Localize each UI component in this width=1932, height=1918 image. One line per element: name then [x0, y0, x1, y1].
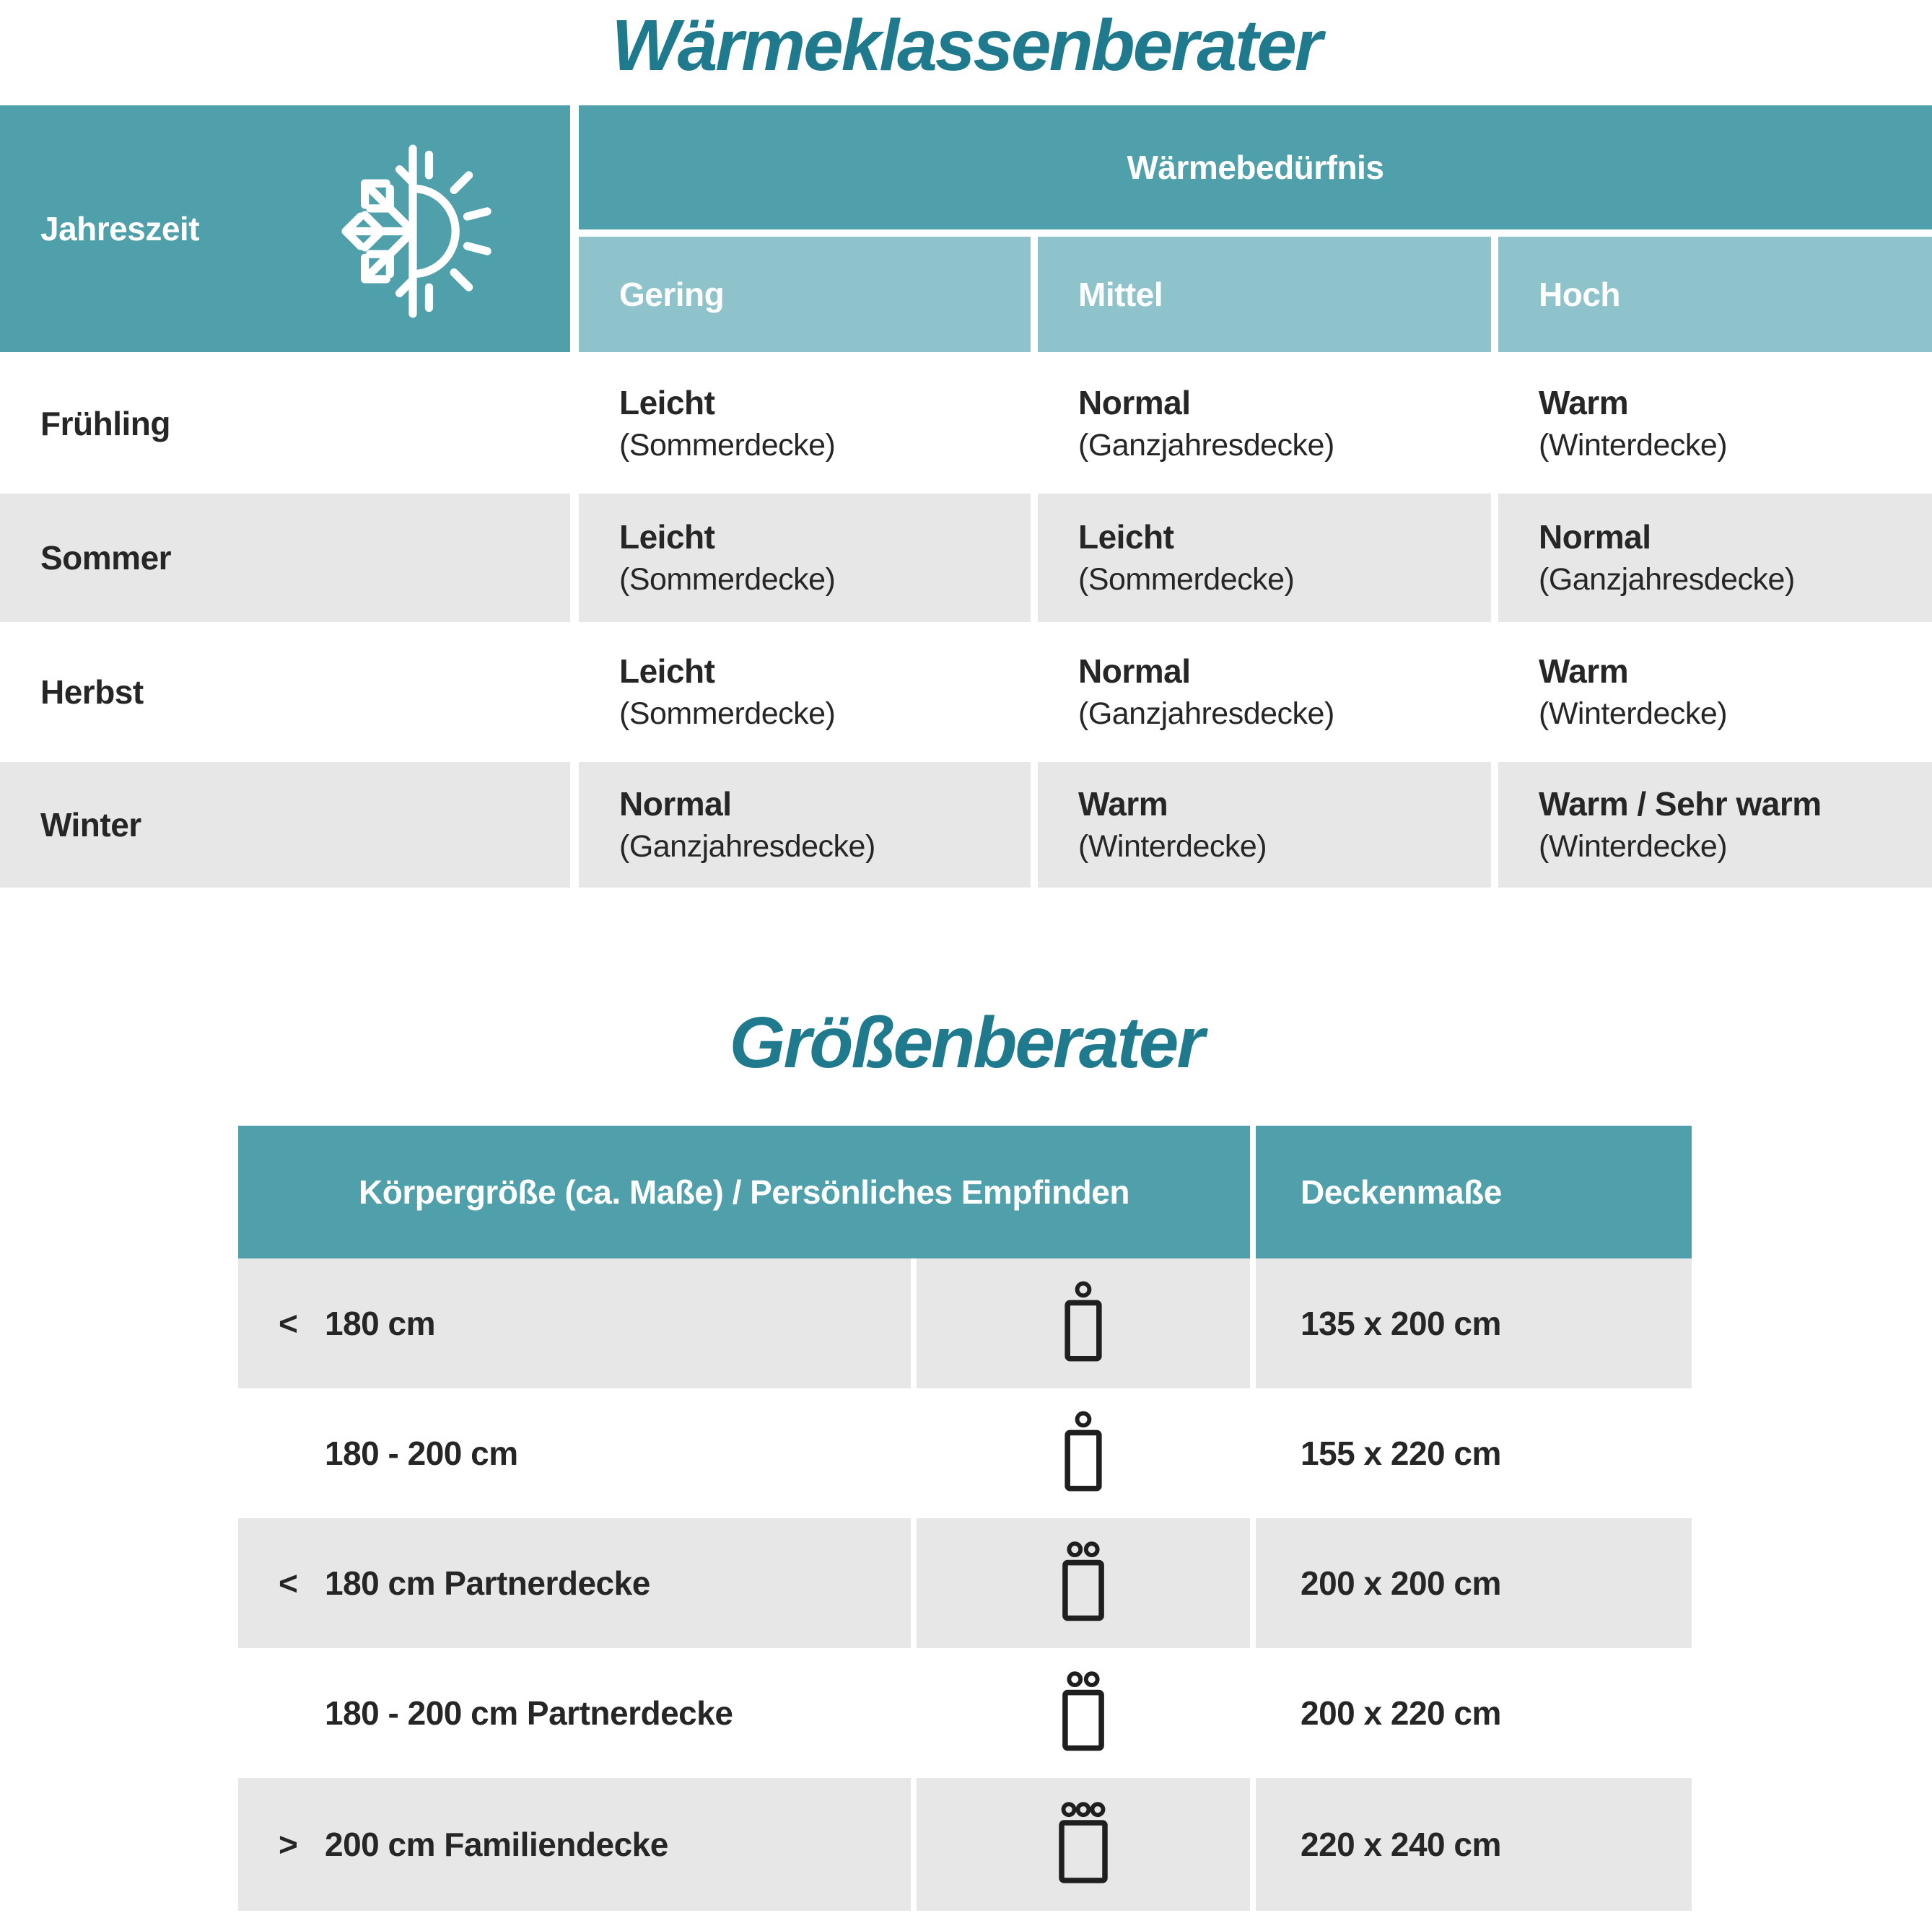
warmth-cell: [579, 494, 1031, 622]
body-height-header-cell: [238, 1126, 1250, 1258]
person-icon-cell: [917, 1648, 1250, 1778]
warmth-class: Warm: [1078, 785, 1168, 823]
blanket-size-cell: [1256, 1778, 1692, 1911]
blanket-type: (Sommerdecke): [1078, 561, 1295, 597]
warmth-class: Normal: [1078, 652, 1191, 691]
season-cell: [0, 628, 570, 756]
warmth-cell: [1498, 762, 1932, 888]
season-label: Sommer: [40, 539, 172, 577]
size-table-title: Größenberater: [729, 1002, 1203, 1083]
warmth-cell: [1038, 359, 1491, 488]
three-person-icon: [1047, 1797, 1119, 1892]
warmth-class: Normal: [619, 785, 732, 823]
two-person-icon: [1050, 1667, 1116, 1759]
blanket-size-cell: [1256, 1648, 1692, 1778]
warmth-cell: [1498, 359, 1932, 488]
season-cell: [0, 359, 570, 488]
blanket-size: 220 x 240 cm: [1301, 1825, 1501, 1863]
warmth-cell: [579, 628, 1031, 756]
level-header-mittel: [1038, 237, 1491, 352]
person-icon-cell: [917, 1518, 1250, 1648]
warmth-cell: [1038, 628, 1491, 756]
warmth-class: Leicht: [619, 384, 715, 422]
blanket-size-cell: [1256, 1388, 1692, 1518]
blanket-type: (Sommerdecke): [619, 427, 836, 463]
blanket-type: (Ganzjahresdecke): [619, 828, 875, 864]
level-header-hoch: [1498, 237, 1932, 352]
season-label: Frühling: [40, 405, 170, 442]
comparison-sign: <: [279, 1564, 298, 1602]
blanket-size: 200 x 220 cm: [1301, 1694, 1501, 1732]
season-cell: [0, 762, 570, 888]
need-header-label: Wärmebedürfnis: [1127, 149, 1384, 186]
season-cell: [0, 494, 570, 622]
warmth-class: Warm: [1539, 652, 1629, 691]
blanket-type: (Sommerdecke): [619, 696, 836, 731]
blanket-type: (Winterdecke): [1539, 828, 1728, 864]
need-header-cell: [579, 105, 1932, 229]
blanket-size: 155 x 220 cm: [1301, 1434, 1501, 1472]
warmth-class: Leicht: [619, 652, 715, 691]
height-label-cell: [238, 1778, 911, 1911]
blanket-type: (Winterdecke): [1078, 828, 1267, 864]
person-icon-cell: [917, 1258, 1250, 1388]
warmth-class: Warm: [1539, 384, 1629, 422]
warmth-cell: [579, 359, 1031, 488]
level-header-gering: [579, 237, 1031, 352]
two-person-icon: [1050, 1537, 1116, 1629]
warmth-class: Warm / Sehr warm: [1539, 785, 1822, 823]
blanket-size-header-cell: [1256, 1126, 1692, 1258]
warmth-class: Leicht: [619, 518, 715, 556]
season-header-label: Jahreszeit: [40, 210, 200, 248]
blanket-type: (Sommerdecke): [619, 561, 836, 597]
blanket-type: (Winterdecke): [1539, 696, 1728, 731]
blanket-type: (Ganzjahresdecke): [1539, 561, 1795, 597]
height-label: 180 cm Partnerdecke: [325, 1564, 650, 1602]
level-header-label: Mittel: [1078, 276, 1163, 313]
height-label-cell: [238, 1258, 911, 1388]
height-label-cell: [238, 1388, 911, 1518]
blanket-type: (Ganzjahresdecke): [1078, 696, 1334, 731]
height-label: 180 - 200 cm Partnerdecke: [325, 1694, 733, 1732]
warmth-table-title: Wärmeklassenberater: [611, 5, 1321, 86]
blanket-size-header-label: Deckenmaße: [1301, 1173, 1502, 1211]
blanket-size-cell: [1256, 1258, 1692, 1388]
one-person-icon: [1053, 1407, 1114, 1499]
warmth-cell: [1038, 494, 1491, 622]
height-label: 180 - 200 cm: [325, 1435, 518, 1472]
warmth-class: Normal: [1078, 384, 1191, 422]
warmth-class: Leicht: [1078, 518, 1174, 556]
warmth-cell: [1498, 494, 1932, 622]
blanket-size-cell: [1256, 1518, 1692, 1648]
height-label: 180 cm: [325, 1305, 436, 1342]
warmth-cell: [1038, 762, 1491, 888]
level-header-label: Gering: [619, 276, 725, 313]
warmth-cell: [579, 762, 1031, 888]
level-header-label: Hoch: [1539, 276, 1620, 313]
blanket-size: 135 x 200 cm: [1301, 1304, 1501, 1342]
person-icon-cell: [917, 1778, 1250, 1911]
comparison-sign: >: [279, 1826, 298, 1863]
blanket-type: (Ganzjahresdecke): [1078, 427, 1334, 463]
season-label: Herbst: [40, 673, 144, 711]
height-label-cell: [238, 1648, 911, 1778]
blanket-type: (Winterdecke): [1539, 427, 1728, 463]
snowflake-sun-icon: [326, 143, 499, 320]
one-person-icon: [1053, 1277, 1114, 1370]
warmth-cell: [1498, 628, 1932, 756]
comparison-sign: <: [279, 1305, 298, 1342]
season-label: Winter: [40, 806, 141, 844]
height-label-cell: [238, 1518, 911, 1648]
blanket-size: 200 x 200 cm: [1301, 1564, 1501, 1602]
height-label: 200 cm Familiendecke: [325, 1826, 668, 1863]
snowflake-sun-svg: [326, 143, 499, 320]
warmth-class: Normal: [1539, 518, 1651, 556]
person-icon-cell: [917, 1388, 1250, 1518]
body-height-header-label: Körpergröße (ca. Maße) / Persönliches Empfinden: [359, 1173, 1129, 1211]
